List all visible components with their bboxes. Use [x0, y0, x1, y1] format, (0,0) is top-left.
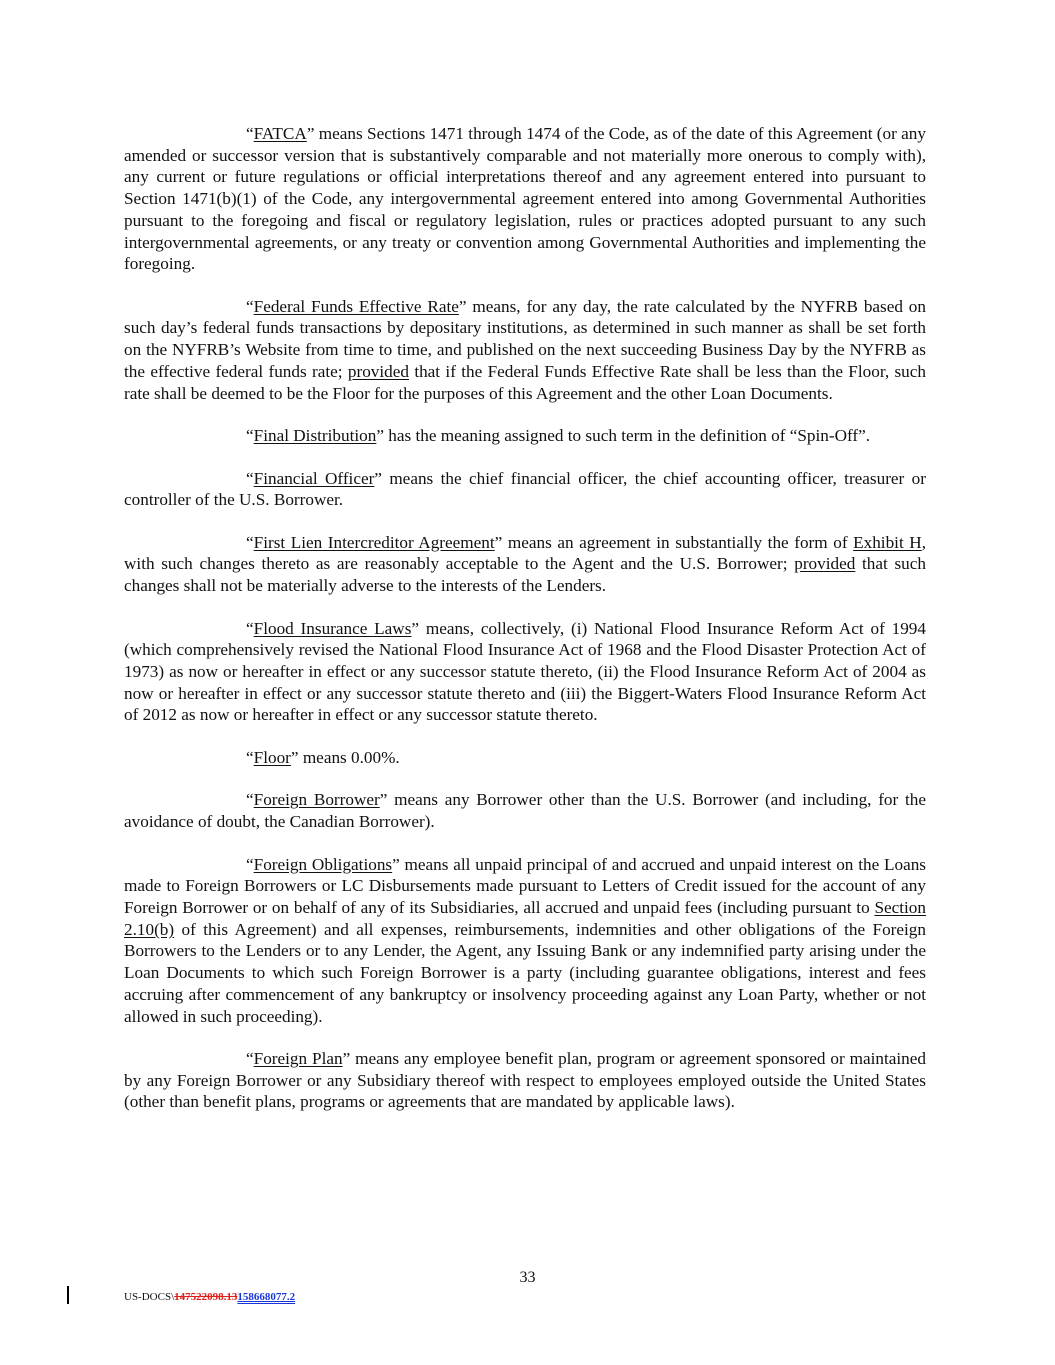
definition-text: ” means 0.00%.: [290, 747, 400, 767]
quote-mark: “: [246, 618, 254, 638]
definition-fatca: [124, 123, 926, 275]
defined-term: Financial Officer: [253, 468, 375, 488]
definition-text: ” means, for any day, the rate calculated by the NYFRB based on such day’s federal funds transactions by depositary institutions, as determined in such manner as shall be set forth on the NYFRB’s Website from time to time, and published on the next succeeding Business Day by the NYFRB as the effective federal funds rate;: [124, 296, 926, 381]
inserted-doc-id: 158668077.2: [237, 1291, 296, 1303]
definition-financial-officer: [124, 468, 926, 511]
document-id-footer: [124, 1290, 295, 1304]
definition-flood-insurance-laws: [124, 618, 926, 727]
defined-term: First Lien Intercreditor Agreement: [253, 532, 495, 552]
defined-term: Floor: [253, 747, 291, 767]
provided-term: provided: [794, 554, 856, 574]
definition-foreign-borrower: [124, 789, 926, 832]
definition-text: ” means, collectively, (i) National Flood Insurance Reform Act of 1994 (which comprehensively revised the National Flood Insurance Act of 1968 and the Flood Disaster Protection Act of 1973) as now or hereafter in effect or any successor statute thereto, (ii) the Flood Insurance Reform Act of 2004 as now or hereafter in effect or any successor statute thereto and (iii) the Biggert-Waters Flood Insurance Reform Act of 2012 as now or hereafter in effect or any successor statute thereto.: [124, 618, 926, 725]
definition-text: ” means Sections 1471 through 1474 of the Code, as of the date of this Agreement (or any amended or successor version that is substantively comparable and not materially more onerous to comply with), any current or future regulations or official interpretations thereof and any agreement entered into pursuant to Section 1471(b)(1) of the Code, any intergovernmental agreement entered into among Governmental Authorities pursuant to the foregoing and fiscal or regulatory legislation, rules or practices adopted pursuant to any such intergovernmental agreements, or any treaty or convention among Governmental Authorities and implementing the foregoing.: [124, 124, 926, 274]
exhibit-reference: Exhibit H: [853, 532, 922, 552]
quote-mark: “: [246, 426, 254, 446]
definition-text: of this Agreement) and all expenses, reimbursements, indemnities and other obligations of the Foreign Borrowers to the Lenders or to any Lender, the Agent, any Issuing Bank or any indemnified party arising under the Loan Documents to which such Foreign Borrower is a party (including guarantee obligations, interest and fees accruing after commencement of any bankruptcy or insolvency proceeding against any Loan Party, whether or not allowed in such proceeding).: [124, 919, 926, 1026]
definition-text: ” means an agreement in substantially the form of: [494, 532, 854, 552]
defined-term: FATCA: [253, 124, 307, 143]
quote-mark: “: [246, 468, 254, 488]
defined-term: Flood Insurance Laws: [253, 618, 412, 638]
revision-change-bar: [67, 1286, 69, 1304]
definition-text: that such changes shall not be materially adverse to the interests of the Lenders.: [124, 554, 926, 596]
provided-term: provided: [347, 361, 409, 381]
section-reference: Section 2.10(b): [124, 898, 926, 939]
definition-text: ” means all unpaid principal of and accrued and unpaid interest on the Loans made to Foreign Borrowers or LC Disbursements made pursuant to Letters of Credit issued for the account of any Foreign Borrower or on behalf of any of its Subsidiaries, all accrued and unpaid fees (including pursuant to: [124, 854, 926, 918]
doc-prefix: US-DOCS\: [124, 1291, 175, 1303]
defined-term: Foreign Plan: [253, 1049, 343, 1069]
defined-term: Final Distribution: [253, 426, 377, 446]
definition-floor: [124, 747, 926, 769]
document-body: [124, 123, 926, 1134]
quote-mark: “: [246, 747, 254, 767]
defined-term: Federal Funds Effective Rate: [253, 296, 459, 316]
defined-term: Foreign Borrower: [253, 790, 380, 810]
deleted-doc-id: 147522098.13: [174, 1291, 238, 1303]
definition-foreign-plan: [124, 1048, 926, 1113]
definition-text: that if the Federal Funds Effective Rate shall be less than the Floor, such rate shall be deemed to be the Floor for the purposes of this Agreement and the other Loan Documents.: [124, 361, 926, 403]
definition-foreign-obligations: [124, 854, 926, 1028]
definition-text: , with such changes thereto as are reasonably acceptable to the Agent and the U.S. Borrower;: [124, 532, 926, 574]
definition-final-distribution: [124, 425, 926, 447]
definition-text: ” means any Borrower other than the U.S. Borrower (and including, for the avoidance of doubt, the Canadian Borrower).: [124, 790, 926, 832]
quote-mark: “: [246, 854, 254, 874]
definition-text: ” has the meaning assigned to such term in the definition of “Spin-Off”.: [376, 426, 871, 446]
quote-mark: “: [246, 790, 254, 810]
definition-federal-funds-effective-rate: [124, 296, 926, 405]
definition-first-lien-intercreditor-agreement: [124, 532, 926, 597]
quote-mark: “: [246, 296, 254, 316]
page-number: 33: [519, 1269, 536, 1286]
definition-text: ” means any employee benefit plan, program or agreement sponsored or maintained by any Foreign Borrower or any Subsidiary thereof with respect to employees employed outside the United States (other than benefit plans, programs or agreements that are mandated by applicable laws).: [124, 1049, 926, 1112]
quote-mark: “: [246, 124, 254, 143]
defined-term: Foreign Obligations: [253, 854, 393, 874]
definition-text: ” means the chief financial officer, the chief accounting officer, treasurer or controller of the U.S. Borrower.: [124, 468, 926, 510]
quote-mark: “: [246, 1049, 254, 1069]
quote-mark: “: [246, 532, 254, 552]
